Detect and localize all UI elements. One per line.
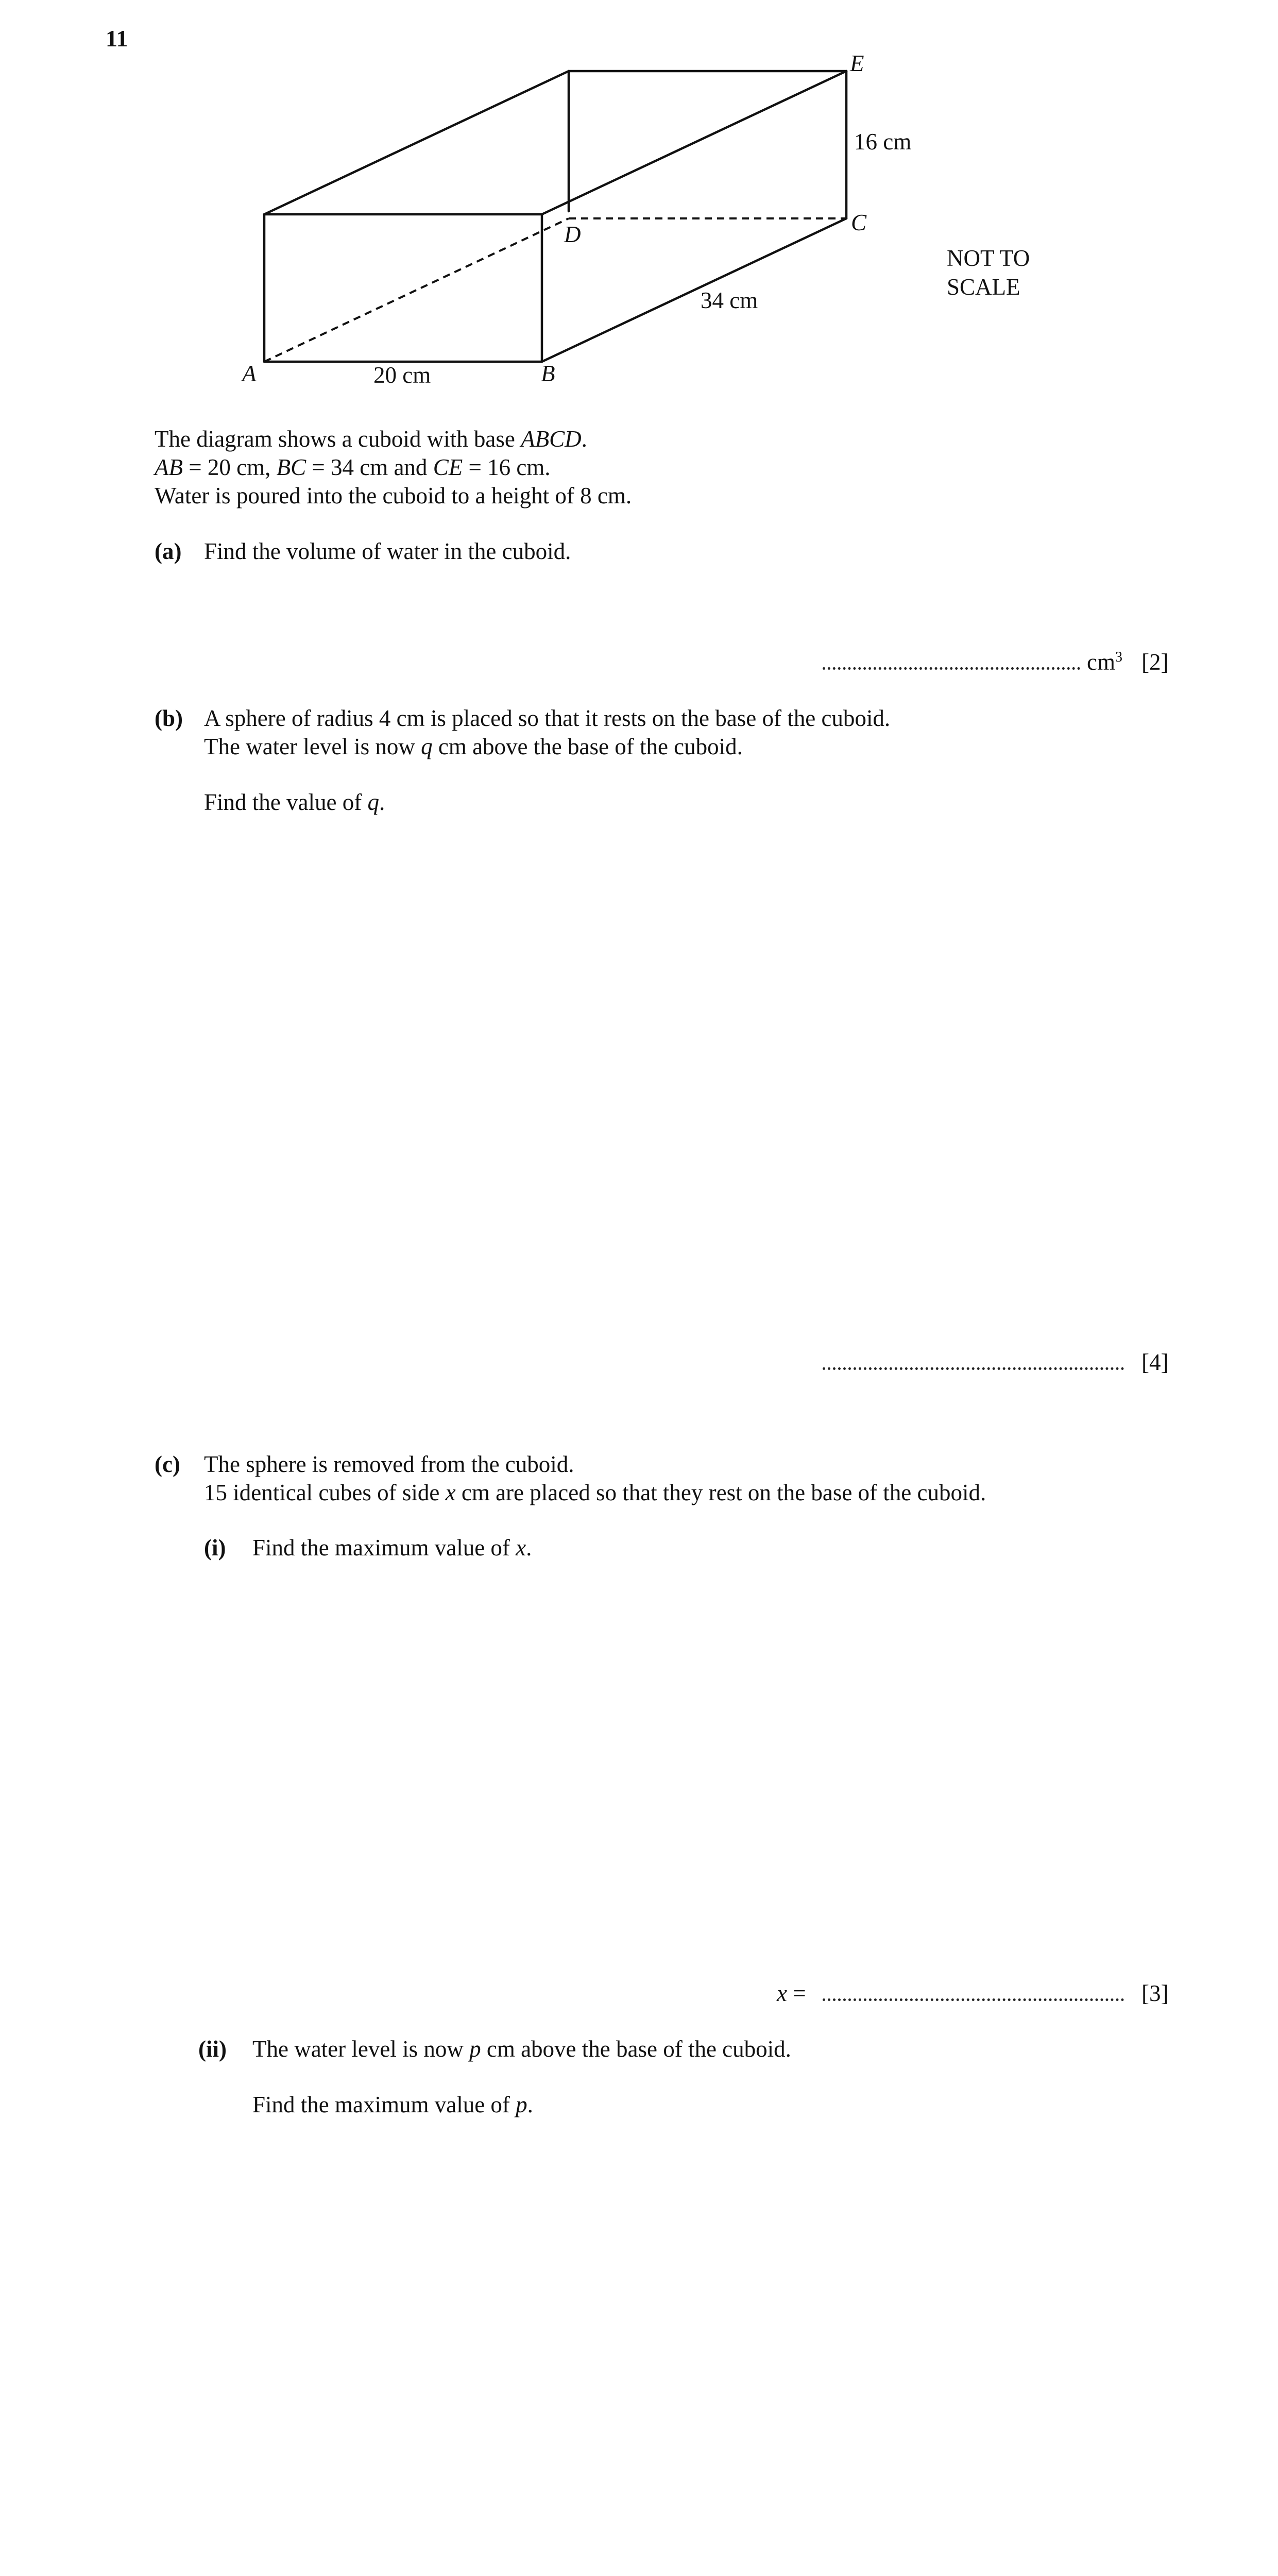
- part-c-i-label: (i): [204, 1535, 226, 1561]
- part-b-line-1: A sphere of radius 4 cm is placed so that it rests on the base of the cuboid.: [204, 705, 891, 731]
- intro-line-1: The diagram shows a cuboid with base ABCD.: [155, 426, 587, 452]
- not-to-scale-line1: NOT TO: [947, 245, 1030, 271]
- label-ab: 20 cm: [373, 362, 431, 388]
- vertex-d: D: [564, 222, 581, 247]
- part-b-marks: [4]: [1141, 1349, 1169, 1375]
- part-a-answer-line[interactable]: [823, 648, 1080, 676]
- part-b-line-2: The water level is now q cm above the base of the cuboid.: [204, 734, 743, 759]
- label-bc: 34 cm: [701, 287, 758, 313]
- part-c-i-answer-line[interactable]: [823, 1979, 1124, 2008]
- part-c-i-marks: [3]: [1141, 1980, 1169, 2006]
- intro-line-3: Water is poured into the cuboid to a height of 8 cm.: [155, 483, 632, 509]
- part-b-label: (b): [155, 705, 183, 731]
- part-c-ii-line-2: Find the maximum value of p.: [252, 2092, 533, 2117]
- part-c-i-answer-prefix: x =: [777, 1980, 806, 2006]
- vertex-b: B: [541, 361, 555, 386]
- part-c-label: (c): [155, 1451, 180, 1477]
- label-ce: 16 cm: [854, 129, 912, 155]
- part-c-ii-line-1: The water level is now p cm above the base of the cuboid.: [252, 2036, 791, 2062]
- part-c-line-1: The sphere is removed from the cuboid.: [204, 1451, 574, 1477]
- question-number: 11: [106, 25, 128, 52]
- intro-line-2: AB = 20 cm, BC = 34 cm and CE = 16 cm.: [155, 454, 551, 480]
- edge-bc: [542, 218, 846, 362]
- part-a-text: Find the volume of water in the cuboid.: [204, 538, 571, 564]
- part-c-line-2: 15 identical cubes of side x cm are placed so that they rest on the base of the cuboid.: [204, 1480, 986, 1505]
- part-a-unit: $cm^3$: [1087, 649, 1122, 675]
- vertex-c: C: [851, 210, 867, 235]
- part-a-marks: [2]: [1141, 649, 1169, 675]
- cuboid-diagram: [0, 0, 1278, 422]
- part-b-line-3: Find the value of q.: [204, 789, 385, 815]
- part-c-ii-label: (ii): [198, 2036, 227, 2062]
- vertex-e: E: [850, 50, 864, 76]
- not-to-scale-line2: SCALE: [947, 274, 1020, 300]
- part-b-answer-line[interactable]: [823, 1348, 1124, 1377]
- part-a-label: (a): [155, 538, 182, 564]
- part-c-i-text: Find the maximum value of x.: [252, 1535, 532, 1561]
- vertex-a: A: [242, 361, 257, 386]
